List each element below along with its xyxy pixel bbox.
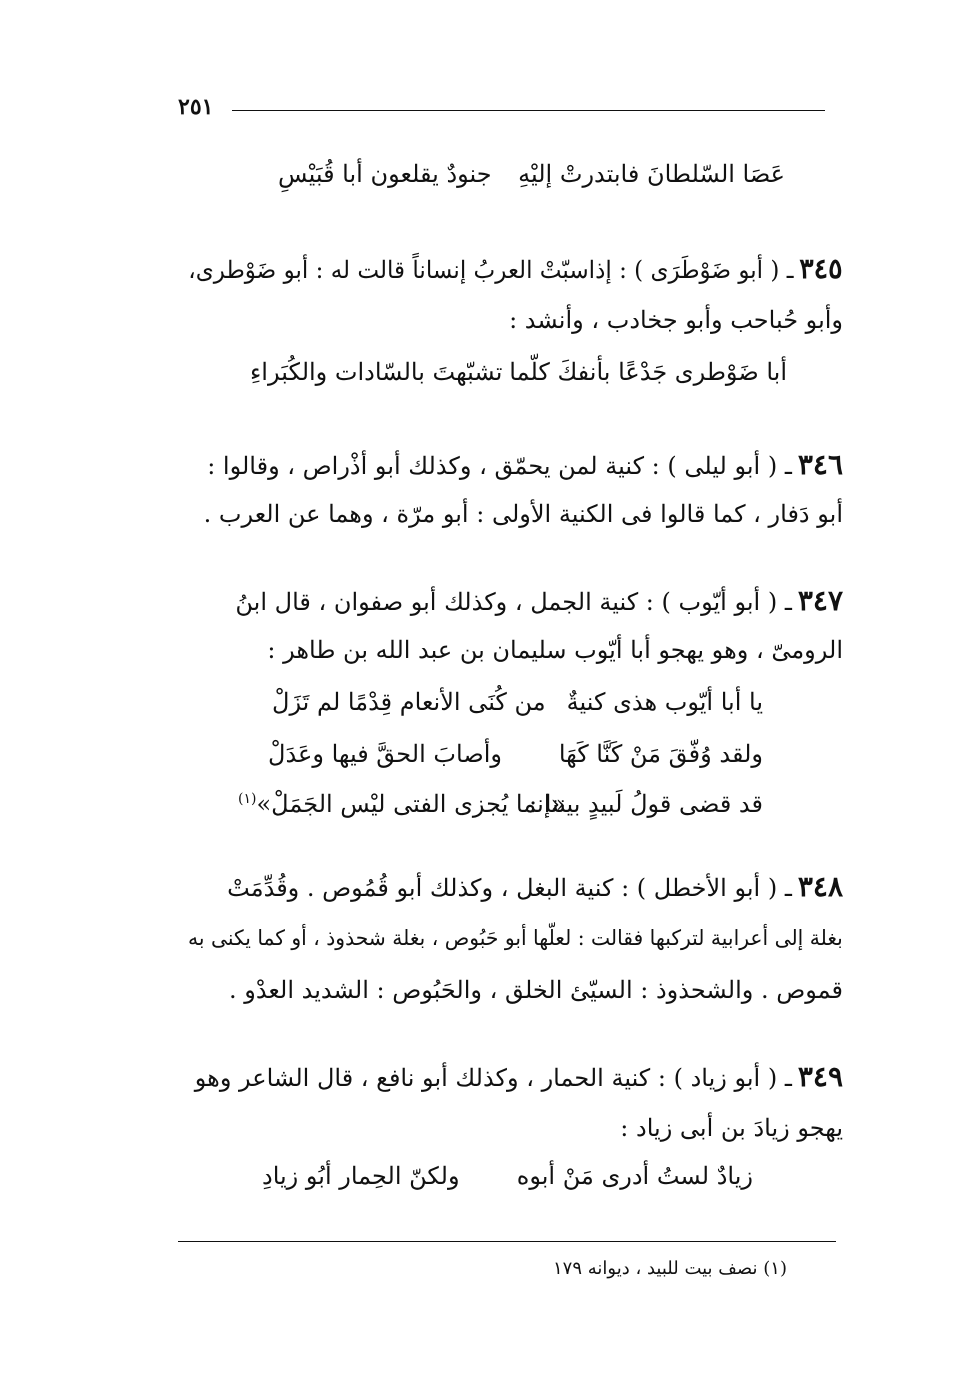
- entry-345-line-2: وأبو حُباحب وأبو جخادب ، وأنشد :: [509, 306, 843, 334]
- footnote: (١) نصف بيت للبيد ، ديوانه ١٧٩: [553, 1258, 787, 1279]
- entry-text: ـ ( أبو زياد ) : كنية الحمار ، وكذلك أبو نافع ، قال الشاعر وهو: [194, 1064, 792, 1092]
- quoted-hemistich: «إنما يُجزى الفتى ليْس الجَمَلْ»: [256, 790, 566, 818]
- page-number: ٢٥١: [178, 94, 214, 120]
- entry-349-line-2: يهجو زيادَ بن أبى زياد :: [620, 1114, 843, 1142]
- entry-347-line-1: [235, 584, 843, 617]
- verse-left-hemistich: تشبّهتَ بالسّادات والكُبَراءِ: [250, 358, 503, 386]
- entry-number: ٣٤٩: [797, 1060, 843, 1093]
- verse-left-hemistich: ولكنّ الحِمار أبُو زيادِ: [262, 1162, 460, 1190]
- opening-verse: [0, 160, 975, 196]
- entry-text: ـ ( أبو ليلى ) : كنية لمن يحمّق ، وكذلك أبو أذْراص ، وقالوا :: [207, 452, 792, 480]
- footnote-ref: (١): [238, 791, 257, 807]
- entry-349-line-1: [195, 1060, 843, 1093]
- entry-347-verse-2: [0, 740, 975, 776]
- verse-right-hemistich: أبا ضَوْطرى جَدْعًا بأنفكَ كلّما: [509, 358, 787, 386]
- entry-text: ـ ( أبو الأخطل ) : كنية البغل ، وكذلك أبو قُمُوص . وقُدِّمَتْ: [227, 874, 792, 902]
- header-rule: [232, 110, 825, 111]
- verse-right-hemistich: عَصَا السّلطانَ فابتدرتْ إليْهِ: [518, 160, 785, 188]
- entry-347-line-2: الرومىّ ، وهو يهجو أبا أيّوب سليمان بن عبد الله بن طاهر :: [267, 636, 843, 664]
- verse-left-hemistich: وأصابَ الحقَّ فيها وعَدَلْ: [268, 740, 502, 768]
- entry-345-line-1: [189, 252, 843, 285]
- entry-text: ـ ( أبو أيّوب ) : كنية الجمل ، وكذلك أبو صفوان ، قال ابنُ: [235, 588, 792, 616]
- verse-right-hemistich: ولقد وُفّقَ مَنْ كَنَّا كَهَا: [558, 740, 763, 768]
- verse-left-hemistich: جنودٌ يقلعون أبا قُبَيْسِ: [278, 160, 492, 188]
- entry-346-line-2: أبو دَفار ، كما قالوا فى الكنية الأولى : أبو مرّة ، وهما عن العرب .: [203, 500, 843, 528]
- verse-left-hemistich: من كُنَى الأنعام قِدْمًا لم تَزَلْ: [272, 688, 546, 716]
- entry-347-verse-1: [0, 688, 975, 724]
- footnote-rule: [178, 1241, 836, 1242]
- entry-348-line-2: بغلة إلى أعرابية لتركبها فقالت : لعلّها أبو حَبُوص ، بغلة شحذوذ ، أو كما يكنى به: [188, 926, 843, 950]
- verse-right-hemistich: زيادٌ لستُ أدرى مَنْ أبوه: [516, 1162, 753, 1190]
- entry-number: ٣٤٧: [797, 584, 843, 617]
- verse-left-hemistich: [238, 790, 565, 818]
- verse-right-hemistich: قد قضى قولُ لَبيدٍ بيننا :: [528, 790, 763, 818]
- entry-348-line-1: [227, 870, 843, 903]
- entry-346-line-1: [207, 448, 843, 481]
- entry-number: ٣٤٦: [797, 448, 843, 481]
- entry-number: ٣٤٥: [799, 252, 843, 285]
- entry-349-verse: [0, 1162, 975, 1198]
- entry-347-verse-3: [0, 790, 975, 826]
- entry-number: ٣٤٨: [797, 870, 843, 903]
- verse-right-hemistich: يا أبا أيّوب هذى كنيةٌ: [566, 688, 763, 716]
- entry-348-line-3: قموص . والشحذوذ : السيّئ الخلق ، والحَبُوص : الشديد العدْو .: [228, 976, 843, 1004]
- entry-345-verse: [0, 358, 975, 394]
- entry-text: ـ ( أبو ضَوْطَرَى ) : إذاسبّتْ العربُ إنساناً قالت له : أبو ضَوْطرى،: [188, 256, 794, 284]
